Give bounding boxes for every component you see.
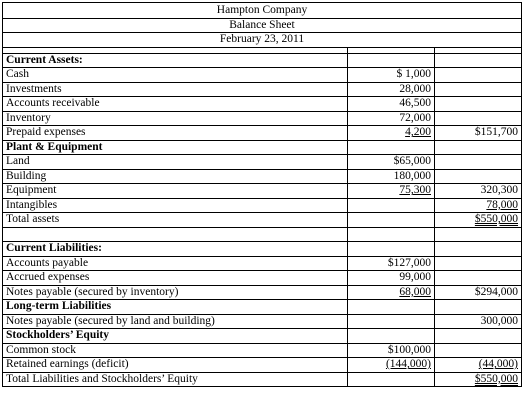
section-heading: Stockholders’ Equity <box>3 329 348 344</box>
total-cell <box>435 329 522 344</box>
line-item-label: Cash <box>3 68 348 83</box>
amount-value: 4,200 <box>405 126 431 139</box>
total-cell <box>435 343 522 358</box>
total-cell <box>435 372 522 387</box>
section-heading: Long-term Liabilities <box>3 300 348 315</box>
amount-value: $127,000 <box>387 256 431 269</box>
section-heading: Current Liabilities: <box>3 242 348 257</box>
statement-date: February 23, 2011 <box>3 33 522 48</box>
amount-cell <box>348 184 435 199</box>
line-item-label: Total Liabilities and Stockholders’ Equity <box>3 372 348 387</box>
total-cell <box>435 184 522 199</box>
table-row <box>3 314 522 329</box>
line-item-label: Inventory <box>3 111 348 126</box>
total-cell <box>435 53 522 68</box>
table-row <box>3 372 522 387</box>
table-row <box>3 343 522 358</box>
amount-value: $65,000 <box>393 155 431 168</box>
table-row <box>3 169 522 184</box>
total-value: $550,000 <box>474 372 518 385</box>
line-item-label: Notes payable (secured by land and building) <box>3 314 348 329</box>
line-item-label: Accounts payable <box>3 256 348 271</box>
total-cell <box>435 140 522 155</box>
table-row <box>3 358 522 373</box>
total-value: $550,000 <box>474 213 518 226</box>
total-cell <box>435 198 522 213</box>
section-heading: Plant & Equipment <box>3 140 348 155</box>
total-value: $151,700 <box>474 126 518 139</box>
amount-cell <box>348 256 435 271</box>
line-item-label: Prepaid expenses <box>3 126 348 141</box>
line-item-label: Notes payable (secured by inventory) <box>3 285 348 300</box>
table-row <box>3 97 522 112</box>
total-value: 320,300 <box>480 184 518 197</box>
line-item-label: Accounts receivable <box>3 97 348 112</box>
blank-cell <box>3 227 348 242</box>
line-item-label: Building <box>3 169 348 184</box>
total-value: $294,000 <box>474 285 518 298</box>
total-cell <box>435 227 522 242</box>
amount-cell <box>348 358 435 373</box>
total-cell <box>435 68 522 83</box>
total-cell <box>435 285 522 300</box>
line-item-label: Land <box>3 155 348 170</box>
balance-sheet-table <box>2 2 522 387</box>
amount-cell <box>348 53 435 68</box>
amount-cell <box>348 111 435 126</box>
table-row <box>3 126 522 141</box>
balance-sheet-rows <box>3 53 522 387</box>
total-cell <box>435 97 522 112</box>
total-value: (44,000) <box>478 358 518 371</box>
table-row <box>3 213 522 228</box>
amount-cell <box>348 97 435 112</box>
amount-cell <box>348 343 435 358</box>
table-row <box>3 111 522 126</box>
section-heading: Current Assets: <box>3 53 348 68</box>
table-row <box>3 155 522 170</box>
section-row <box>3 242 522 257</box>
table-row <box>3 256 522 271</box>
line-item-label: Retained earnings (deficit) <box>3 358 348 373</box>
section-row <box>3 140 522 155</box>
statement-title: Balance Sheet <box>3 18 522 33</box>
table-row <box>3 82 522 97</box>
line-item-label: Accrued expenses <box>3 271 348 286</box>
amount-cell <box>348 140 435 155</box>
amount-cell <box>348 300 435 315</box>
line-item-label: Common stock <box>3 343 348 358</box>
amount-cell <box>348 68 435 83</box>
amount-cell <box>348 271 435 286</box>
balance-sheet <box>2 2 521 409</box>
total-cell <box>435 314 522 329</box>
amount-cell <box>348 372 435 387</box>
total-cell <box>435 271 522 286</box>
line-item-label: Intangibles <box>3 198 348 213</box>
section-row <box>3 300 522 315</box>
section-row <box>3 53 522 68</box>
total-value: 78,000 <box>486 198 518 211</box>
amount-value: 180,000 <box>393 169 431 182</box>
amount-cell <box>348 329 435 344</box>
table-row <box>3 68 522 83</box>
total-cell <box>435 82 522 97</box>
section-row <box>3 329 522 344</box>
line-item-label: Investments <box>3 82 348 97</box>
line-item-label: Total assets <box>3 213 348 228</box>
amount-value: 28,000 <box>399 82 431 95</box>
table-row <box>3 285 522 300</box>
amount-value: 75,300 <box>399 184 431 197</box>
amount-value: 99,000 <box>399 271 431 284</box>
amount-cell <box>348 314 435 329</box>
table-row <box>3 198 522 213</box>
table-row <box>3 184 522 199</box>
amount-cell <box>348 82 435 97</box>
line-item-label: Equipment <box>3 184 348 199</box>
amount-cell <box>348 242 435 257</box>
amount-cell <box>348 213 435 228</box>
total-cell <box>435 213 522 228</box>
table-row <box>3 271 522 286</box>
amount-cell <box>348 126 435 141</box>
amount-cell <box>348 198 435 213</box>
total-cell <box>435 155 522 170</box>
blank-row <box>3 227 522 242</box>
amount-value: 46,500 <box>399 97 431 110</box>
total-value: 300,000 <box>480 314 518 327</box>
total-cell <box>435 300 522 315</box>
amount-cell <box>348 285 435 300</box>
total-cell <box>435 358 522 373</box>
total-cell <box>435 126 522 141</box>
total-cell <box>435 169 522 184</box>
amount-value: 68,000 <box>399 285 431 298</box>
amount-value: (144,000) <box>385 358 431 371</box>
amount-value: $100,000 <box>387 343 431 356</box>
amount-value: 72,000 <box>399 111 431 124</box>
company-name: Hampton Company <box>3 3 522 19</box>
amount-cell <box>348 227 435 242</box>
amount-cell <box>348 169 435 184</box>
amount-value: $ 1,000 <box>396 68 431 81</box>
amount-cell <box>348 155 435 170</box>
total-cell <box>435 256 522 271</box>
total-cell <box>435 242 522 257</box>
total-cell <box>435 111 522 126</box>
